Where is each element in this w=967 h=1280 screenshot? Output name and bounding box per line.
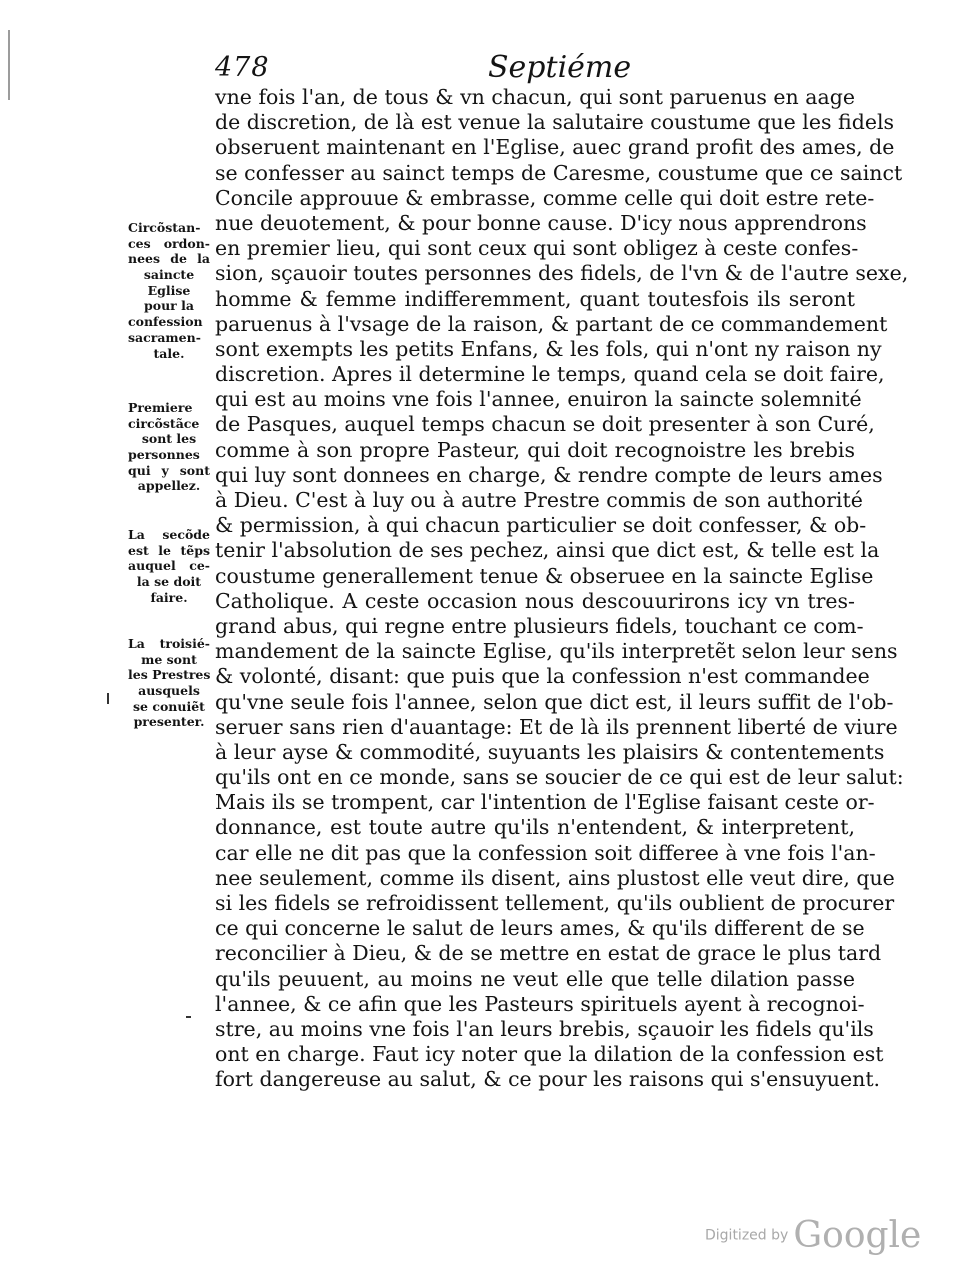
text-line: & permission, à qui chacun particulier se doit confesser, & ob- (215, 513, 867, 538)
margin-tick-mark (186, 1016, 191, 1018)
text-line: se confesser au sainct temps de Caresme, coustume que ce sainct (215, 160, 903, 185)
text-line: à Dieu. C'est à luy ou à autre Prestre commis de son authorité (215, 488, 863, 512)
margin-note-line: ces ordon- (128, 235, 210, 251)
margin-note-line: circõstãce (128, 415, 200, 431)
text-line: & volonté, disant: que puis que la confession n'est commandee (215, 664, 870, 689)
text-line: Catholique. A ceste occasion nous descouurirons icy vn tres- (215, 588, 855, 613)
text-line: de Pasques, auquel temps chacun se doit presenter à son Curé, (215, 412, 875, 437)
text-line: qui luy sont donnees en charge, & rendre compte de leurs ames (215, 462, 883, 487)
text-line: comme à son propre Pasteur, qui doit recognoistre les brebis (215, 437, 855, 462)
margin-note-line: La secõde (128, 527, 210, 542)
margin-note-4 (128, 636, 210, 730)
margin-note-line: est le tẽps (128, 542, 210, 558)
text-line: qu'ils ont en ce monde, sans se soucier de ce qui est de leur salut: (215, 765, 904, 790)
text-line: seruer sans rien d'auantage: Et de là ils prennent liberté de viure (215, 714, 898, 739)
margin-note-1 (128, 220, 210, 361)
margin-note-line: appellez. (137, 478, 201, 494)
text-line: qui est au moins vne fois l'annee, enuiron la saincte solemnité (215, 387, 862, 412)
text-line: à leur ayse & commodité, suyuants les plaisirs & contentements (215, 739, 885, 764)
margin-note-line: Circõstan- (128, 220, 201, 235)
text-line: obseruent maintenant en l'Eglise, auec grand profit des ames, de (215, 135, 895, 160)
text-line: nue deuotement, & pour bonne cause. D'icy nous apprendrons (215, 210, 867, 235)
margin-note-line: confession (128, 314, 203, 330)
margin-note-2 (128, 400, 210, 494)
text-line: donnance, est toute autre qu'ils n'entendent, & interpretent, (215, 815, 855, 840)
page-edge-mark (8, 30, 10, 100)
text-line: tenir l'absolution de ses pechez, ainsi que dict est, & telle est la (215, 538, 880, 563)
margin-note-line: personnes (128, 447, 200, 463)
margin-note-line: Premiere (128, 400, 193, 415)
text-line: nee seulement, comme ils disent, ains plustost elle veut dire, que (215, 865, 895, 890)
text-line: si les fidels se refroidissent tellement, qu'ils oublient de procurer (215, 891, 895, 915)
margin-note-line: sont les (141, 431, 197, 447)
text-line: discretion. Apres il determine le temps, quand cela se doit faire, (215, 362, 885, 387)
text-line: sont exempts les petits Enfans, & les fols, qui n'ont ny raison ny (215, 336, 882, 361)
margin-note-line: sacramen- (128, 329, 201, 345)
margin-note-line: qui y sont (128, 462, 210, 478)
text-line: mandement de la saincte Eglise, qu'ils interpretẽt selon leur sens (215, 639, 898, 664)
text-line: qu'vne seule fois l'annee, selon que dict est, il leurs suffit de l'ob- (215, 689, 894, 714)
margin-note-line: pour la (144, 298, 194, 314)
text-line: ont en charge. Faut icy noter que la dilation de la confession est (215, 1042, 884, 1067)
text-line: paruenus à l'vsage de la raison, & partant de ce commandement (215, 311, 888, 336)
margin-note-line: La troisié- (128, 636, 210, 651)
margin-note-line: la se doit (136, 574, 202, 590)
text-line: stre, au moins vne fois l'an leurs brebis, sçauoir les fidels qu'ils (215, 1016, 874, 1041)
margin-note-line: faire. (150, 589, 188, 605)
text-line: en premier lieu, qui sont ceux qui sont obligez à ceste confes- (215, 236, 859, 261)
text-line: homme & femme indifferemment, quant toutesfois ils seront (215, 286, 855, 311)
margin-note-line: saincte (143, 267, 195, 283)
margin-note-line: se conuiẽt (133, 698, 205, 714)
margin-note-line: Eglise (147, 282, 191, 298)
text-line: qu'ils peuuent, au moins ne veut elle que telle dilation passe (215, 966, 855, 991)
digitized-by-label: Digitized by (705, 1227, 789, 1244)
text-line: de discretion, de là est venue la salutaire coustume que les fidels (215, 110, 895, 135)
google-logo: Google (793, 1215, 922, 1256)
main-text-block (215, 85, 909, 1093)
text-line: fort dangereuse au salut, & ce pour les raisons qui s'ensuyuent. (215, 1067, 881, 1092)
running-title: Septiéme (488, 50, 632, 85)
text-line: l'annee, & ce afin que les Pasteurs spirituels ayent à recognoi- (215, 991, 865, 1016)
digitized-by-google-watermark (705, 1215, 921, 1256)
margin-note-line: me sont (141, 651, 197, 667)
margin-tick-mark (107, 693, 109, 704)
text-line: coustume generallement tenue & obseruee en la saincte Eglise (215, 563, 874, 588)
text-line: ce qui concerne le salut de leurs ames, & qu'ils different de se (215, 916, 865, 941)
text-line: reconcilier à Dieu, & de se mettre en estat de grace le plus tard (215, 941, 882, 966)
text-line: vne fois l'an, de tous & vn chacun, qui sont paruenus en aage (215, 85, 855, 109)
text-line: Concile approuue & embrasse, comme celle qui doit estre rete- (215, 185, 875, 210)
margin-note-line: presenter. (133, 714, 205, 730)
margin-note-3 (128, 527, 210, 605)
margin-note-line: ausquels (138, 683, 200, 699)
margin-note-line: tale. (153, 345, 185, 361)
page-number: 478 (215, 52, 270, 83)
text-line: sion, sçauoir toutes personnes des fidels, de l'vn & de l'autre sexe, (215, 261, 909, 286)
margin-note-line: nees de la (128, 251, 210, 267)
margin-note-line: les Prestres (128, 667, 211, 683)
text-line: car elle ne dit pas que la confession soit differee à vne fois l'an- (215, 840, 876, 865)
margin-note-line: auquel ce- (128, 558, 210, 574)
text-line: grand abus, qui regne entre plusieurs fidels, touchant ce com- (215, 613, 864, 638)
text-line: Mais ils se trompent, car l'intention de l'Eglise faisant ceste or- (215, 790, 875, 815)
